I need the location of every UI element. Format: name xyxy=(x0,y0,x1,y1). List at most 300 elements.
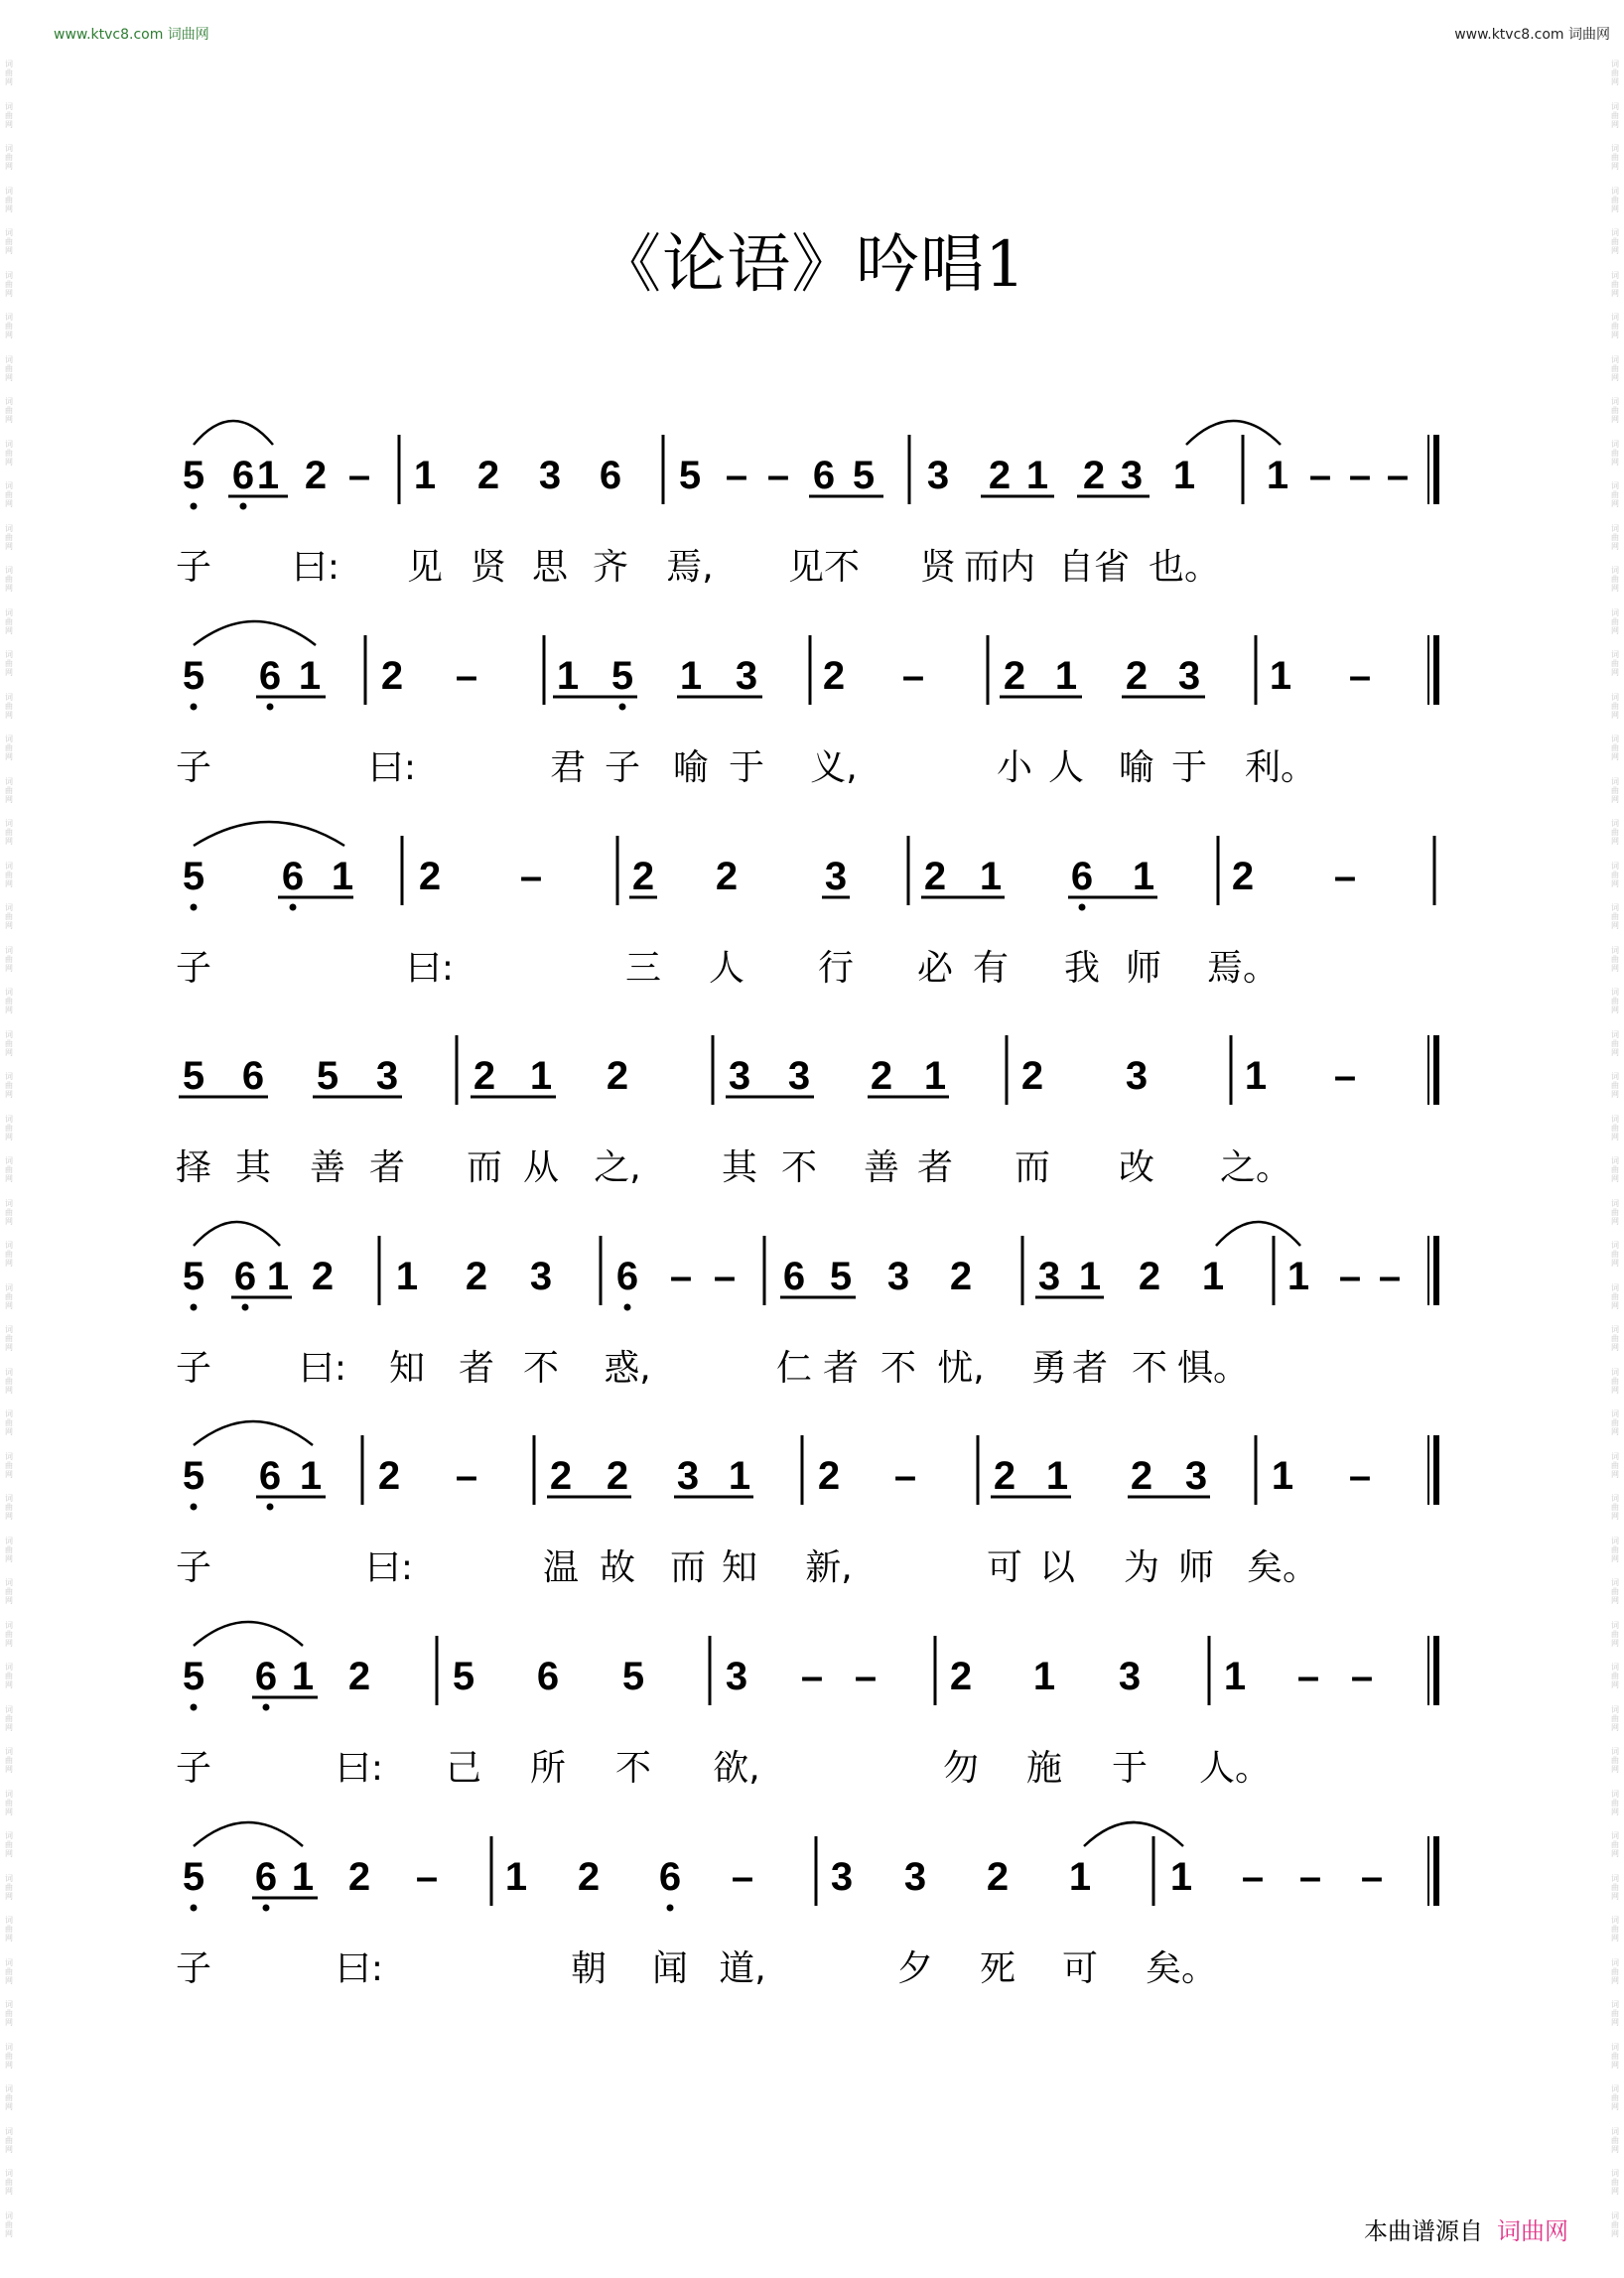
lyric-char: 师 xyxy=(1177,1547,1215,1588)
lyric-char: 焉, xyxy=(666,547,714,588)
lyric-char: 知 xyxy=(388,1348,426,1389)
watermark-mark: 词 曲 网 xyxy=(1611,988,1619,1014)
note: – xyxy=(1333,1054,1357,1098)
note: 5 xyxy=(182,1855,205,1899)
note: 1 xyxy=(679,654,703,698)
footer-source-label: 本曲谱源自 xyxy=(1364,2217,1483,2245)
watermark-mark: 词 曲 网 xyxy=(5,1198,13,1226)
note: 5 xyxy=(678,454,702,497)
watermark-mark: 词 曲 网 xyxy=(5,1620,13,1648)
watermark-mark: 词 曲 网 xyxy=(5,397,13,424)
lyric-char: 其 xyxy=(234,1147,272,1188)
note: 1 xyxy=(1271,1454,1294,1498)
lyric-char: 道, xyxy=(719,1948,766,1989)
note: 2 xyxy=(817,1454,841,1498)
lyric-char: 所 xyxy=(529,1748,567,1789)
note: 1 xyxy=(1025,454,1049,497)
lyric-char: 子 xyxy=(175,747,212,788)
note: 2 xyxy=(304,454,328,497)
watermark-mark: 词 曲 网 xyxy=(5,735,13,761)
lyric-char: 人 xyxy=(1047,747,1085,788)
lyric-char: 有 xyxy=(972,948,1010,989)
note: 1 xyxy=(1172,454,1196,497)
note: – xyxy=(1298,1855,1322,1899)
note: 1 xyxy=(1169,1855,1193,1899)
lyric-char: 子 xyxy=(175,547,212,588)
lyric-char: 为 xyxy=(1123,1547,1160,1588)
watermark-mark: 词 曲 网 xyxy=(1611,1029,1619,1057)
lyric-char: 自省 xyxy=(1057,547,1131,588)
note: 2 xyxy=(577,1855,601,1899)
lyric-char: 可 xyxy=(986,1547,1023,1588)
slur-arc xyxy=(1186,421,1281,445)
note: – xyxy=(1386,454,1410,497)
note: 2 xyxy=(1020,1054,1044,1098)
note: – xyxy=(1350,1655,1374,1698)
note: 2 xyxy=(606,1054,629,1098)
slur-arc xyxy=(1216,1222,1300,1246)
watermark-mark: 词 曲 网 xyxy=(1611,1367,1619,1395)
watermark-mark: 词 曲 网 xyxy=(1611,2084,1619,2111)
lyric-char: 见不 xyxy=(787,547,861,588)
lyric-char: 死 xyxy=(979,1948,1016,1989)
note: 1 xyxy=(331,855,354,898)
lyric-char: 不 xyxy=(522,1348,560,1389)
watermark-mark: 词 曲 网 xyxy=(1611,60,1619,86)
watermark-mark: 词 曲 网 xyxy=(1611,1241,1619,1268)
slur-arc xyxy=(194,1822,303,1846)
watermark-mark: 词 曲 网 xyxy=(1611,1873,1619,1901)
lyric-char: 欲, xyxy=(713,1748,760,1789)
note: 1 xyxy=(1078,1255,1102,1298)
note: – xyxy=(519,855,543,898)
slur-arc xyxy=(194,1421,313,1445)
low-octave-dot xyxy=(191,904,198,911)
lyric-char: 于 xyxy=(1170,747,1208,788)
lyric-char: 必 xyxy=(916,948,954,989)
lyric-char: 惧。 xyxy=(1176,1348,1250,1389)
note: 1 xyxy=(1286,1255,1310,1298)
watermark-mark: 词 曲 网 xyxy=(1611,1114,1619,1141)
watermark-mark: 词 曲 网 xyxy=(1611,1747,1619,1774)
note: 1 xyxy=(728,1454,751,1498)
lyric-char: 思 xyxy=(531,547,569,588)
note: 6 xyxy=(258,654,282,698)
lyric-char: 之。 xyxy=(1219,1147,1292,1188)
lyric-char: 忧, xyxy=(937,1348,985,1389)
lyric-char: 贤 xyxy=(919,547,957,588)
watermark-mark: 词 曲 网 xyxy=(1611,270,1619,298)
watermark-mark: 词 曲 网 xyxy=(1611,776,1619,804)
watermark-mark: 词 曲 网 xyxy=(1611,692,1619,720)
lyric-char: 曰: xyxy=(405,948,455,989)
watermark-mark: 词 曲 网 xyxy=(5,1578,13,1605)
note: 5 xyxy=(182,654,205,698)
lyric-char: 矣。 xyxy=(1246,1547,1319,1588)
lyric-char: 知 xyxy=(721,1547,758,1588)
lyric-char: 其 xyxy=(721,1147,758,1188)
note: – xyxy=(455,1454,478,1498)
note: – xyxy=(1348,654,1372,698)
watermark-mark: 词 曲 网 xyxy=(1611,903,1619,930)
note: 5 xyxy=(621,1655,645,1698)
header-site-right[interactable]: www.ktvc8.com 词曲网 xyxy=(1454,27,1610,43)
lyric-char: 喻 xyxy=(1118,747,1155,788)
note: 2 xyxy=(1130,1454,1153,1498)
song-title: 《论语》吟唱1 xyxy=(598,228,1026,302)
note: 1 xyxy=(1032,1655,1056,1698)
note: 1 xyxy=(504,1855,528,1899)
lyric-char: 君 xyxy=(549,747,587,788)
note: – xyxy=(731,1855,754,1899)
note: 3 xyxy=(926,454,950,497)
lyric-char: 勿 xyxy=(942,1748,980,1789)
watermark-mark: 词 曲 网 xyxy=(1611,735,1619,761)
watermark-mark: 词 曲 网 xyxy=(5,354,13,382)
watermark-mark: 词 曲 网 xyxy=(1611,1536,1619,1563)
lyric-char: 善 xyxy=(309,1147,346,1188)
watermark-mark: 词 曲 网 xyxy=(1611,1916,1619,1943)
note: 2 xyxy=(606,1454,629,1498)
note: 3 xyxy=(676,1454,700,1498)
note: 2 xyxy=(631,855,655,898)
lyric-char: 而 xyxy=(669,1547,707,1588)
watermark-mark: 词 曲 网 xyxy=(5,819,13,846)
watermark-mark: 词 曲 网 xyxy=(5,2211,13,2238)
note: 1 xyxy=(1068,1855,1092,1899)
watermark-mark: 词 曲 网 xyxy=(5,144,13,171)
lyric-char: 于 xyxy=(728,747,765,788)
note: 3 xyxy=(538,454,562,497)
watermark-mark: 词 曲 网 xyxy=(1611,607,1619,635)
watermark-mark: 词 曲 网 xyxy=(1611,566,1619,593)
lyric-char: 曰: xyxy=(335,1948,384,1989)
note: 3 xyxy=(1125,1054,1149,1098)
watermark-mark: 词 曲 网 xyxy=(1611,228,1619,255)
note: – xyxy=(1348,454,1372,497)
lyric-char: 子 xyxy=(604,747,641,788)
watermark-mark: 词 曲 网 xyxy=(1611,650,1619,677)
lyric-char: 曰: xyxy=(335,1748,384,1789)
note: 6 xyxy=(254,1655,278,1698)
watermark-mark: 词 曲 网 xyxy=(5,1957,13,1985)
watermark-mark: 词 曲 网 xyxy=(5,101,13,129)
lyric-char: 也。 xyxy=(1148,547,1221,588)
watermark-mark: 词 曲 网 xyxy=(1611,354,1619,382)
note: 2 xyxy=(418,855,442,898)
note: 1 xyxy=(1266,454,1289,497)
low-octave-dot xyxy=(267,704,274,711)
lyric-char: 者 xyxy=(368,1147,406,1188)
note: 1 xyxy=(979,855,1003,898)
watermark-mark: 词 曲 网 xyxy=(5,1789,13,1816)
note: 1 xyxy=(299,1454,323,1498)
note: 2 xyxy=(986,1855,1010,1899)
slur-arc xyxy=(194,822,344,846)
watermark-mark: 词 曲 网 xyxy=(5,228,13,255)
note: – xyxy=(1296,1655,1320,1698)
note: 2 xyxy=(380,654,404,698)
low-octave-dot xyxy=(191,1304,198,1311)
lyric-char: 曰: xyxy=(291,547,340,588)
note: 2 xyxy=(347,1655,371,1698)
note: 6 xyxy=(258,1454,282,1498)
watermark-mark: 词 曲 网 xyxy=(5,2126,13,2154)
note: 5 xyxy=(182,855,205,898)
note: 2 xyxy=(1138,1255,1161,1298)
watermark-mark: 词 曲 网 xyxy=(1611,1156,1619,1183)
note: 1 xyxy=(529,1054,553,1098)
watermark-mark: 词 曲 网 xyxy=(1611,2042,1619,2070)
note: – xyxy=(893,1454,917,1498)
watermark-mark: 词 曲 网 xyxy=(5,1916,13,1943)
note: 5 xyxy=(182,1454,205,1498)
watermark-mark: 词 曲 网 xyxy=(1611,1451,1619,1479)
watermark-mark: 词 曲 网 xyxy=(1611,439,1619,467)
low-octave-dot xyxy=(619,704,626,711)
lyric-char: 而 xyxy=(1014,1147,1051,1188)
note: 6 xyxy=(281,855,305,898)
watermark-mark: 词 曲 网 xyxy=(5,2169,13,2196)
note: – xyxy=(854,1655,878,1698)
watermark-mark: 词 曲 网 xyxy=(1611,397,1619,424)
lyric-char: 人 xyxy=(708,948,745,989)
note: 2 xyxy=(347,1855,371,1899)
watermark-mark: 词 曲 网 xyxy=(1611,2211,1619,2238)
lyric-char: 我 xyxy=(1063,948,1101,989)
note: 1 xyxy=(1244,1054,1268,1098)
low-octave-dot xyxy=(191,1504,198,1511)
note: 1 xyxy=(1269,654,1292,698)
note: 6 xyxy=(1070,855,1094,898)
note: 3 xyxy=(529,1255,553,1298)
note: 2 xyxy=(870,1054,893,1098)
note: 1 xyxy=(1201,1255,1225,1298)
lyric-char: 故 xyxy=(599,1547,636,1588)
note: – xyxy=(1348,1454,1372,1498)
lyric-char: 夕 xyxy=(896,1948,934,1989)
note: 2 xyxy=(993,1454,1016,1498)
note: 6 xyxy=(241,1054,265,1098)
watermark-mark: 词 曲 网 xyxy=(5,988,13,1014)
lyric-char: 贤 xyxy=(470,547,507,588)
lyric-char: 子 xyxy=(175,1348,212,1389)
note: 1 xyxy=(556,654,580,698)
note: 1 xyxy=(266,1255,290,1298)
watermark-mark: 词 曲 网 xyxy=(5,1494,13,1521)
note: 6 xyxy=(658,1855,682,1899)
watermark-mark: 词 曲 网 xyxy=(5,650,13,677)
watermark-mark: 词 曲 网 xyxy=(1611,1409,1619,1436)
note: 6 xyxy=(254,1855,278,1899)
note: 1 xyxy=(1223,1655,1247,1698)
note: 6 xyxy=(233,1255,257,1298)
watermark-mark: 词 曲 网 xyxy=(1611,1198,1619,1226)
note: – xyxy=(725,454,748,497)
watermark-mark: 词 曲 网 xyxy=(1611,186,1619,213)
watermark-mark: 词 曲 网 xyxy=(5,607,13,635)
lyric-char: 曰: xyxy=(298,1348,347,1389)
note: 5 xyxy=(829,1255,853,1298)
lyric-char: 者 xyxy=(458,1348,495,1389)
note: 2 xyxy=(465,1255,488,1298)
note: 5 xyxy=(316,1054,339,1098)
note: – xyxy=(713,1255,737,1298)
watermark-mark: 词 曲 网 xyxy=(1611,1663,1619,1689)
watermark-mark: 词 曲 网 xyxy=(5,1241,13,1268)
header-site-left[interactable]: www.ktvc8.com 词曲网 xyxy=(54,27,209,43)
note: 2 xyxy=(377,1454,401,1498)
lyric-char: 闻 xyxy=(651,1948,689,1989)
watermark-mark: 词 曲 网 xyxy=(5,1114,13,1141)
note: – xyxy=(901,654,925,698)
lyric-char: 而内 xyxy=(963,547,1036,588)
note: – xyxy=(1241,1855,1265,1899)
watermark-mark: 词 曲 网 xyxy=(1611,1704,1619,1732)
note: 6 xyxy=(812,454,836,497)
watermark-mark: 词 曲 网 xyxy=(5,1029,13,1057)
lyric-char: 朝 xyxy=(570,1948,608,1989)
watermark-mark: 词 曲 网 xyxy=(1611,1282,1619,1310)
note: 3 xyxy=(830,1855,854,1899)
note: 1 xyxy=(256,454,280,497)
watermark-mark: 词 曲 网 xyxy=(5,566,13,593)
lyric-char: 子 xyxy=(175,1547,212,1588)
lyric-char: 己 xyxy=(445,1748,482,1789)
low-octave-dot xyxy=(191,503,198,510)
watermark-mark: 词 曲 网 xyxy=(5,1663,13,1689)
note: 2 xyxy=(923,855,947,898)
low-octave-dot xyxy=(263,1704,270,1711)
watermark-mark: 词 曲 网 xyxy=(5,903,13,930)
note: 3 xyxy=(1184,1454,1208,1498)
watermark-mark: 词 曲 网 xyxy=(1611,2126,1619,2154)
watermark-mark: 词 曲 网 xyxy=(1611,101,1619,129)
note: 3 xyxy=(886,1255,910,1298)
lyric-char: 改 xyxy=(1118,1147,1155,1188)
watermark-mark: 词 曲 网 xyxy=(5,186,13,213)
note: 3 xyxy=(787,1054,811,1098)
note: 2 xyxy=(1003,654,1026,698)
note: 5 xyxy=(452,1655,475,1698)
low-octave-dot xyxy=(1079,904,1086,911)
low-octave-dot xyxy=(267,1504,274,1511)
watermark-mark: 词 曲 网 xyxy=(1611,1957,1619,1985)
note: – xyxy=(800,1655,824,1698)
note: 5 xyxy=(182,1655,205,1698)
lyric-char: 子 xyxy=(175,1948,212,1989)
note: 2 xyxy=(1125,654,1149,698)
lyric-char: 不 xyxy=(1131,1348,1168,1389)
note: – xyxy=(1308,454,1332,497)
lyric-char: 子 xyxy=(175,948,212,989)
footer-source xyxy=(1364,2211,1568,2246)
note: 5 xyxy=(182,454,205,497)
lyric-char: 者 xyxy=(822,1348,860,1389)
watermark-mark: 词 曲 网 xyxy=(1611,1494,1619,1521)
watermark-mark: 词 曲 网 xyxy=(5,1156,13,1183)
lyric-char: 见 xyxy=(406,547,444,588)
watermark-mark: 词 曲 网 xyxy=(1611,523,1619,551)
lyric-char: 可 xyxy=(1061,1948,1099,1989)
note: 3 xyxy=(1037,1255,1061,1298)
slur-arc xyxy=(1084,1822,1183,1846)
lyric-char: 小 xyxy=(996,747,1033,788)
note: 3 xyxy=(735,654,758,698)
note: 1 xyxy=(395,1255,419,1298)
watermark-mark: 词 曲 网 xyxy=(5,1873,13,1901)
low-octave-dot xyxy=(191,1905,198,1912)
note: 3 xyxy=(824,855,848,898)
note: – xyxy=(347,454,371,497)
note: 2 xyxy=(949,1255,973,1298)
watermark-mark: 词 曲 网 xyxy=(5,523,13,551)
note: 3 xyxy=(1177,654,1201,698)
note: 2 xyxy=(1082,454,1106,497)
note: 5 xyxy=(852,454,876,497)
watermark-mark: 词 曲 网 xyxy=(5,2084,13,2111)
lyric-char: 齐 xyxy=(592,547,629,588)
watermark-mark: 词 曲 网 xyxy=(5,1367,13,1395)
lyric-char: 惑, xyxy=(604,1348,651,1389)
watermark-mark: 词 曲 网 xyxy=(1611,313,1619,339)
lyric-char: 子 xyxy=(175,1748,212,1789)
note: 2 xyxy=(988,454,1012,497)
watermark-mark: 词 曲 网 xyxy=(5,776,13,804)
note: 2 xyxy=(549,1454,573,1498)
note: 1 xyxy=(413,454,437,497)
note: 3 xyxy=(1118,1655,1142,1698)
watermark-mark: 词 曲 网 xyxy=(1611,1578,1619,1605)
lyric-char: 而 xyxy=(466,1147,503,1188)
note: 3 xyxy=(728,1054,751,1098)
watermark-mark: 词 曲 网 xyxy=(5,945,13,973)
watermark-mark: 词 曲 网 xyxy=(1611,144,1619,171)
lyric-char: 以 xyxy=(1038,1547,1076,1588)
watermark-mark: 词 曲 网 xyxy=(1611,2169,1619,2196)
slur-arc xyxy=(194,621,316,645)
note: – xyxy=(669,1255,693,1298)
lyric-char: 矣。 xyxy=(1145,1948,1218,1989)
watermark-mark: 词 曲 网 xyxy=(5,1536,13,1563)
lyric-char: 择 xyxy=(175,1147,212,1188)
lyric-char: 师 xyxy=(1125,948,1162,989)
slur-arc xyxy=(194,1222,280,1246)
low-octave-dot xyxy=(624,1304,631,1311)
lyric-char: 不 xyxy=(880,1348,917,1389)
low-octave-dot xyxy=(242,1304,249,1311)
note: 1 xyxy=(298,654,322,698)
low-octave-dot xyxy=(191,704,198,711)
note: – xyxy=(1378,1255,1402,1298)
slur-arc xyxy=(194,1622,303,1646)
lyric-char: 曰: xyxy=(367,747,417,788)
watermark-mark: 词 曲 网 xyxy=(1611,861,1619,888)
watermark-mark: 词 曲 网 xyxy=(5,1747,13,1774)
lyric-char: 仁 xyxy=(775,1348,813,1389)
footer-brand-link[interactable]: 词曲网 xyxy=(1497,2217,1568,2245)
note: – xyxy=(766,454,790,497)
watermark-mark: 词 曲 网 xyxy=(5,1451,13,1479)
watermark-mark: 词 曲 网 xyxy=(5,439,13,467)
note: 2 xyxy=(822,654,846,698)
lyric-char: 不 xyxy=(614,1748,652,1789)
note: – xyxy=(1333,855,1357,898)
lyric-char: 人。 xyxy=(1198,1748,1272,1789)
watermark-mark: 词 曲 网 xyxy=(1611,2000,1619,2027)
watermark-mark: 词 曲 网 xyxy=(1611,1620,1619,1648)
note: 2 xyxy=(949,1655,973,1698)
